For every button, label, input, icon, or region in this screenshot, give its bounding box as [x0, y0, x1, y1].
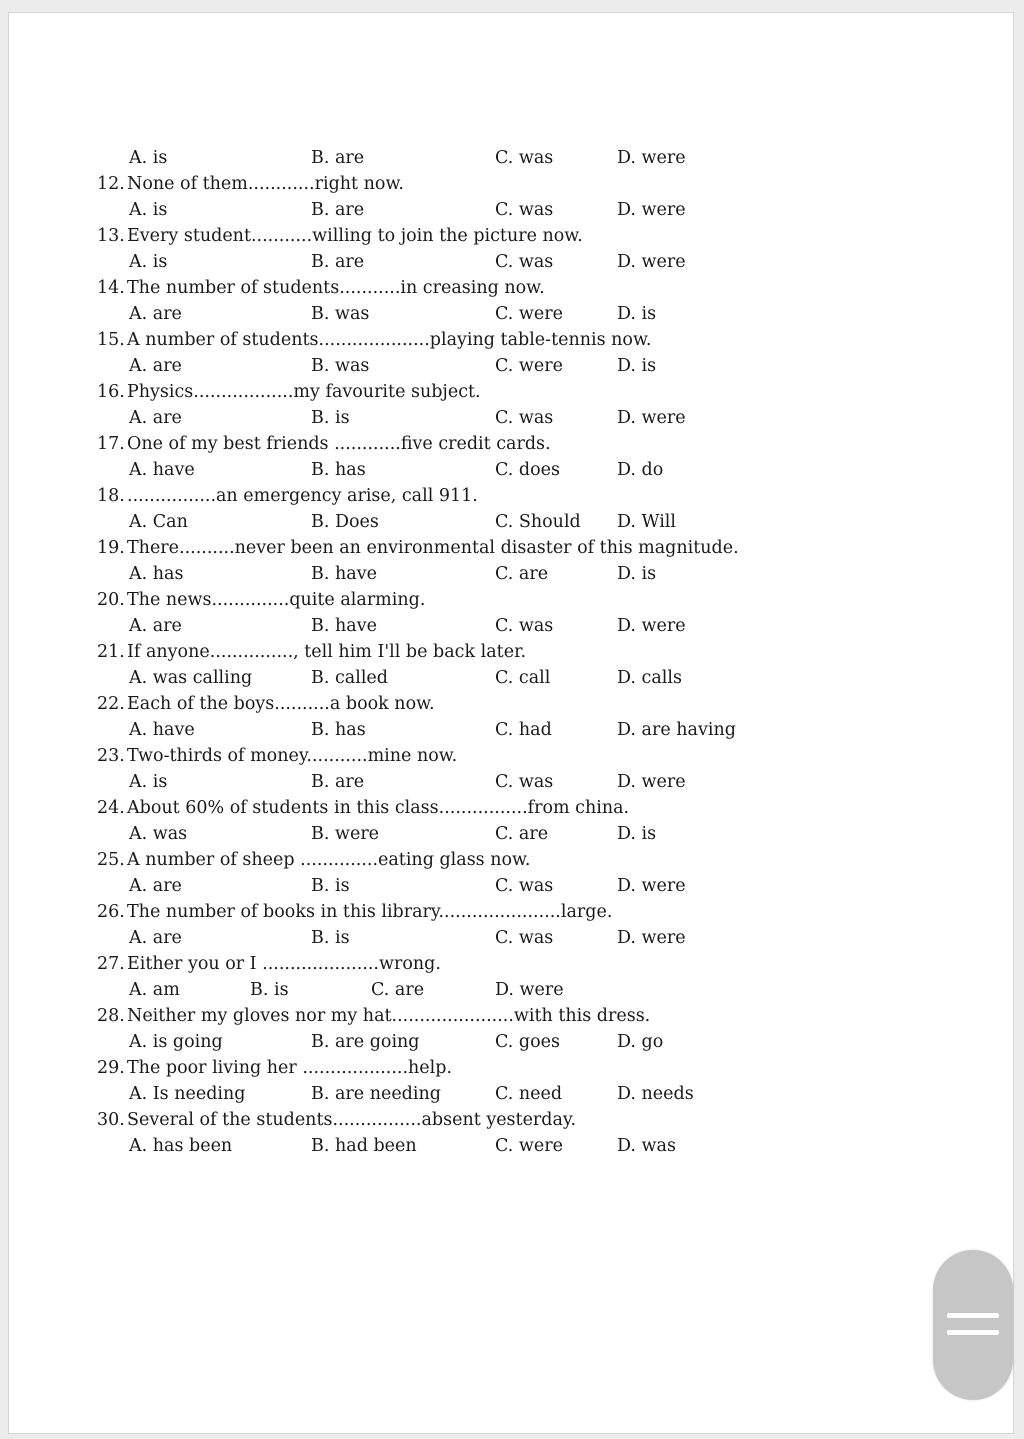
option-b: B. had been: [311, 1136, 417, 1156]
question-number: 22.: [97, 694, 125, 714]
option-b: B. was: [311, 304, 370, 324]
option-c: C. are: [495, 824, 549, 844]
question-text: ................an emergency arise, call 911.: [127, 486, 478, 506]
option-d: D. are having: [617, 720, 736, 740]
question-row: [9, 587, 1015, 613]
option-c: C. goes: [495, 1032, 560, 1052]
option-c: C. does: [495, 460, 560, 480]
question-text: The news..............quite alarming.: [127, 590, 426, 610]
option-a: A. are: [129, 928, 182, 948]
question-number: 21.: [97, 642, 125, 662]
question-text: A number of students....................playing table-tennis now.: [127, 330, 652, 350]
option-b: B. is: [250, 980, 289, 1000]
option-d: D. were: [617, 200, 686, 220]
option-c: C. was: [495, 928, 554, 948]
option-c: C. was: [495, 772, 554, 792]
option-b: B. has: [311, 460, 366, 480]
question-text: There..........never been an environmental disaster of this magnitude.: [127, 538, 739, 558]
option-d: D. were: [617, 616, 686, 636]
option-a: A. am: [129, 980, 180, 1000]
option-a: A. was: [129, 824, 188, 844]
question-row: [9, 379, 1015, 405]
option-d: D. were: [617, 876, 686, 896]
option-c: C. are: [371, 980, 425, 1000]
option-a: A. is: [129, 148, 168, 168]
option-d: D. do: [617, 460, 664, 480]
question-number: 29.: [97, 1058, 125, 1078]
option-b: B. is: [311, 408, 350, 428]
question-text: Either you or I .....................wrong.: [127, 954, 441, 974]
option-c: C. Should: [495, 512, 581, 532]
question-text: The number of students...........in creasing now.: [127, 278, 545, 298]
question-row: [9, 483, 1015, 509]
question-options: [9, 197, 1015, 223]
question-options: [9, 301, 1015, 327]
question-number: 15.: [97, 330, 125, 350]
option-d: D. is: [617, 304, 657, 324]
option-c: C. need: [495, 1084, 563, 1104]
option-d: D. is: [617, 356, 657, 376]
question-options: [9, 717, 1015, 743]
option-a: A. is: [129, 200, 168, 220]
option-c: C. was: [495, 148, 554, 168]
question-text: About 60% of students in this class................from china.: [127, 798, 630, 818]
question-row: [9, 847, 1015, 873]
option-c: C. were: [495, 304, 563, 324]
option-d: D. were: [617, 148, 686, 168]
question-11-options: [9, 145, 1015, 171]
option-d: D. is: [617, 564, 657, 584]
option-b: B. are: [311, 252, 365, 272]
option-a: A. is going: [129, 1032, 223, 1052]
option-b: B. has: [311, 720, 366, 740]
question-row: [9, 639, 1015, 665]
option-c: C. call: [495, 668, 551, 688]
question-options: [9, 1081, 1015, 1107]
question-text: One of my best friends ............five credit cards.: [127, 434, 551, 454]
question-row: [9, 1107, 1015, 1133]
question-row: [9, 431, 1015, 457]
option-c: C. was: [495, 200, 554, 220]
option-a: A. are: [129, 356, 182, 376]
question-row: [9, 691, 1015, 717]
option-b: B. called: [311, 668, 388, 688]
question-text: Neither my gloves nor my hat......................with this dress.: [127, 1006, 651, 1026]
scroll-menu-button[interactable]: [933, 1250, 1013, 1400]
option-b: B. is: [311, 876, 350, 896]
question-options: [9, 509, 1015, 535]
question-number: 13.: [97, 226, 125, 246]
question-number: 18.: [97, 486, 125, 506]
option-b: B. have: [311, 616, 377, 636]
question-number: 24.: [97, 798, 125, 818]
question-number: 12.: [97, 174, 125, 194]
question-row: [9, 275, 1015, 301]
option-d: D. needs: [617, 1084, 694, 1104]
question-row: [9, 171, 1015, 197]
question-row: [9, 1055, 1015, 1081]
question-row: [9, 899, 1015, 925]
option-a: A. was calling: [129, 668, 253, 688]
option-b: B. was: [311, 356, 370, 376]
question-text: Every student...........willing to join the picture now.: [127, 226, 583, 246]
question-options: [9, 925, 1015, 951]
question-options: [9, 561, 1015, 587]
question-options: [9, 821, 1015, 847]
question-row: [9, 743, 1015, 769]
question-number: 26.: [97, 902, 125, 922]
option-b: B. are going: [311, 1032, 420, 1052]
question-options: [9, 405, 1015, 431]
option-a: A. are: [129, 876, 182, 896]
option-d: D. were: [495, 980, 564, 1000]
question-options: [9, 249, 1015, 275]
question-number: 20.: [97, 590, 125, 610]
option-b: B. are: [311, 148, 365, 168]
question-number: 28.: [97, 1006, 125, 1026]
question-options: [9, 873, 1015, 899]
question-number: 14.: [97, 278, 125, 298]
option-c: C. was: [495, 408, 554, 428]
option-a: A. Can: [129, 512, 188, 532]
option-d: D. were: [617, 772, 686, 792]
option-a: A. are: [129, 304, 182, 324]
option-c: C. had: [495, 720, 552, 740]
option-a: A. has: [129, 564, 184, 584]
option-a: A. is: [129, 252, 168, 272]
question-number: 17.: [97, 434, 125, 454]
question-number: 30.: [97, 1110, 125, 1130]
question-row: [9, 535, 1015, 561]
question-row: [9, 795, 1015, 821]
question-text: If anyone..............., tell him I'll be back later.: [127, 642, 527, 662]
question-text: A number of sheep ..............eating glass now.: [127, 850, 531, 870]
option-d: D. is: [617, 824, 657, 844]
question-row: [9, 327, 1015, 353]
question-number: 27.: [97, 954, 125, 974]
question-options: [9, 613, 1015, 639]
option-d: D. were: [617, 928, 686, 948]
question-options: [9, 353, 1015, 379]
question-number: 16.: [97, 382, 125, 402]
option-c: C. was: [495, 876, 554, 896]
question-text: Each of the boys..........a book now.: [127, 694, 435, 714]
question-text: The poor living her ...................help.: [127, 1058, 453, 1078]
option-b: B. are: [311, 772, 365, 792]
option-b: B. is: [311, 928, 350, 948]
option-a: A. is: [129, 772, 168, 792]
question-row: [9, 951, 1015, 977]
option-d: D. calls: [617, 668, 682, 688]
option-d: D. go: [617, 1032, 664, 1052]
question-text: The number of books in this library......................large.: [127, 902, 613, 922]
option-c: C. are: [495, 564, 549, 584]
option-a: A. are: [129, 616, 182, 636]
question-list: [9, 145, 1015, 1159]
option-a: A. are: [129, 408, 182, 428]
option-a: A. Is needing: [129, 1084, 246, 1104]
question-options: [9, 1029, 1015, 1055]
option-a: A. have: [129, 720, 195, 740]
question-options: [9, 977, 1015, 1003]
option-a: A. has been: [129, 1136, 233, 1156]
option-c: C. was: [495, 616, 554, 636]
question-number: 23.: [97, 746, 125, 766]
question-options: [9, 1133, 1015, 1159]
question-options: [9, 769, 1015, 795]
option-d: D. was: [617, 1136, 676, 1156]
question-text: Two-thirds of money...........mine now.: [127, 746, 458, 766]
question-row: [9, 1003, 1015, 1029]
option-d: D. were: [617, 252, 686, 272]
option-b: B. have: [311, 564, 377, 584]
option-b: B. Does: [311, 512, 379, 532]
question-row: [9, 223, 1015, 249]
question-number: 25.: [97, 850, 125, 870]
question-options: [9, 665, 1015, 691]
option-c: C. was: [495, 252, 554, 272]
option-c: C. were: [495, 1136, 563, 1156]
option-b: B. are needing: [311, 1084, 441, 1104]
option-d: D. Will: [617, 512, 677, 532]
option-b: B. are: [311, 200, 365, 220]
document-page: [8, 12, 1014, 1434]
question-text: None of them............right now.: [127, 174, 404, 194]
question-number: 19.: [97, 538, 125, 558]
question-text: Several of the students................absent yesterday.: [127, 1110, 577, 1130]
option-d: D. were: [617, 408, 686, 428]
question-options: [9, 457, 1015, 483]
option-a: A. have: [129, 460, 195, 480]
question-text: Physics..................my favourite subject.: [127, 382, 481, 402]
option-c: C. were: [495, 356, 563, 376]
option-b: B. were: [311, 824, 380, 844]
